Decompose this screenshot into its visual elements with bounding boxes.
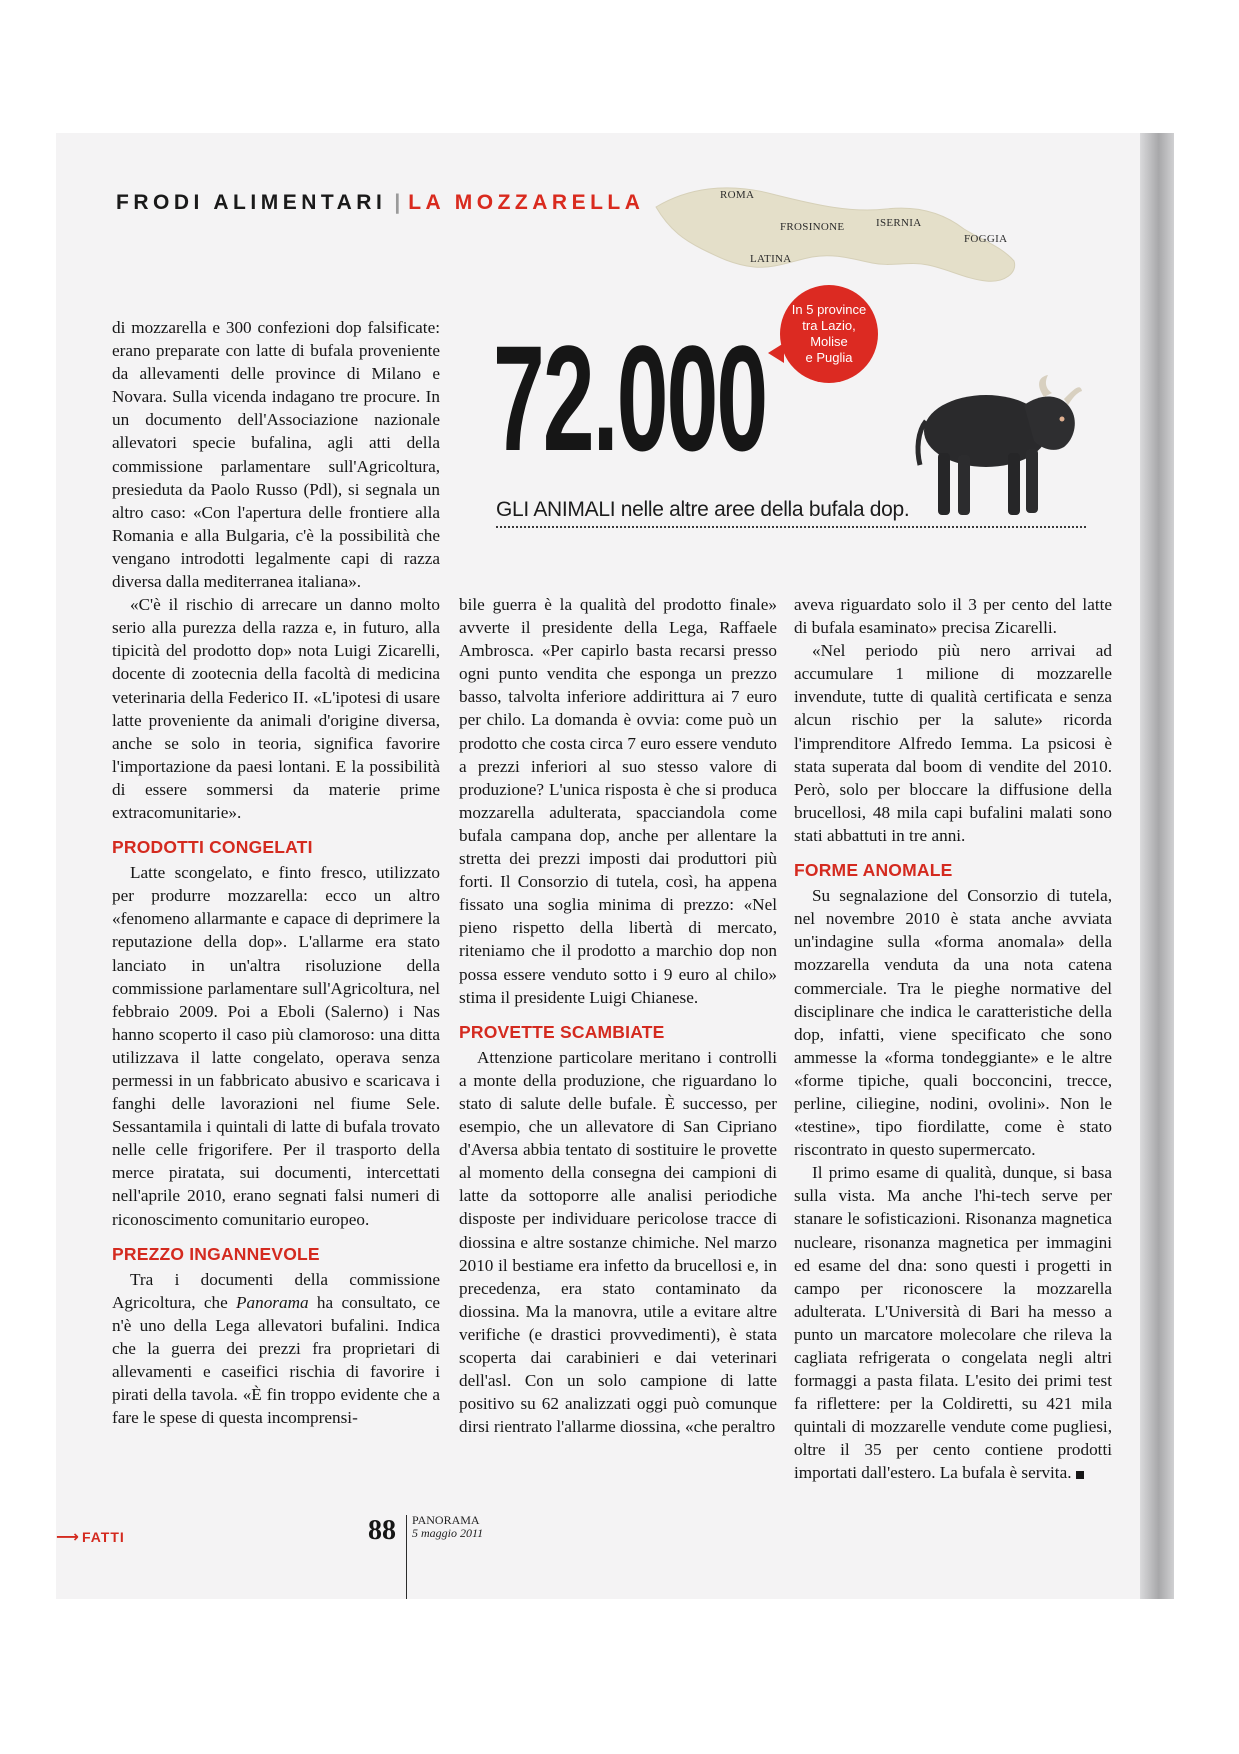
text-run: ha consultato, ce n'è uno della Lega allevatori bufalini. Indica che la guerra dei prezzi fra proprietari di allevamenti e caseifici rischia di favorire i pirati della tavola. «È fin troppo evidente che a fare le spese di questa incomprensi-	[112, 1292, 440, 1428]
subheading-provette-scambiate: PROVETTE SCAMBIATE	[459, 1021, 665, 1042]
section-label: FRODI ALIMENTARI	[116, 191, 387, 214]
issue-date: 5 maggio 2011	[412, 1526, 484, 1540]
end-mark-icon	[1076, 1471, 1084, 1479]
provinces-badge	[780, 285, 878, 383]
column-2	[459, 593, 777, 1438]
city-roma: ROMA	[720, 189, 755, 201]
magazine-name: Panorama	[236, 1292, 309, 1312]
paragraph	[112, 1268, 440, 1430]
subheading-prezzo-ingannevole: PREZZO INGANNEVOLE	[112, 1243, 320, 1264]
arrow-right-icon: ⟶	[56, 1529, 80, 1546]
footer-section-label: FATTI	[81, 1529, 125, 1545]
magazine-page	[56, 133, 1174, 1599]
paragraph: Latte scongelato, e finto fresco, utilizzato per produrre mozzarella: ecco un altro «fenomeno allarmante e capace di deprimere la reputazione della dop». L'allarme era stato lanciato in un'altra risoluzione della commissione parlamentare sull'Agricoltura, nel febbraio 2009. Poi a Eboli (Salerno) i Nas hanno scoperto il caso più clamoroso: una ditta utilizzava il latte congelato, operava senza permessi in un fabbricato abusivo e scaricava i fanghi delle lavorazioni nel fiume Sele. Sessantamila i quintali di latte di bufala trovato nelle celle frigorifere. Per il trasporto della merce piratata, sui documenti, intercettati nell'aprile 2010, erano segnati falsi numeri di riconoscimento comunitario europeo.	[112, 863, 440, 1229]
footer-section	[56, 1527, 125, 1547]
badge-line: tra Lazio,	[802, 318, 856, 333]
text-run: Il primo esame di qualità, dunque, si basa sulla vista. Ma anche l'hi-tech serve per stanare le sofisticazioni. Risonanza magnetica nucleare, risonanza magnetica per immagini ed esame del dna: sono questi i progetti in campo per riconoscere la mozzarella adulterata. L'Università di Bari ha messo a punto un marcatore molecolare che rileva la cagliata refrigerata o congelata negli altri formaggi a pasta filata. L'esito dei primi test fa riflettere: per la Coldiretti, su 421 mila quintali di mozzarelle vendute come pugliesi, oltre il 35 per cento contiene prodotti importati dall'estero. La bufala è servita.	[794, 1163, 1112, 1483]
section-header	[116, 191, 644, 215]
big-number: 72.000	[493, 314, 767, 482]
dotted-rule	[496, 526, 1086, 528]
binding-gutter	[1140, 133, 1174, 1599]
topic-label: LA MOZZARELLA	[408, 191, 645, 214]
badge-line: In 5 province	[791, 302, 867, 317]
text-run: Tra i documenti della commissione Agricoltura, che	[112, 1269, 440, 1312]
page-number: 88	[368, 1515, 396, 1546]
figure-caption: GLI ANIMALI nelle altre aree della bufala dop.	[496, 498, 910, 521]
header-separator: |	[394, 191, 401, 214]
city-frosinone: FROSINONE	[780, 221, 845, 233]
subheading-prodotti-congelati: PRODOTTI CONGELATI	[112, 837, 313, 858]
column-3	[794, 593, 1112, 1485]
paragraph: bile guerra è la qualità del prodotto finale» avverte il presidente della Lega, Raffaele Ambrosca. «Per capirlo basta recarsi presso ogni punto vendita che esponga un prezzo basso, talvolta inferiore addirittura ai 7 euro per chilo. La domanda è ovvia: come può un prodotto che costa circa 7 euro essere venduto a prezzi inferiori al suo stesso valore di produzione? L'unica risposta è che si produca mozzarella adulterata, spacciandola come bufala campana dop, anche per allentare la stretta dei prezzi imposti dai produttori più forti. Il Consorzio di tutela, così, ha appena fissato una soglia minima di prezzo: «Nel pieno rispetto della libertà di mercato, riteniamo che il prodotto a marchio dop non possa essere venduto sotto i 9 euro al chilo» stima il presidente Luigi Chianese.	[459, 595, 777, 1007]
badge-line: Molise	[810, 334, 848, 349]
badge-line: e Puglia	[805, 350, 853, 365]
paragraph: di mozzarella e 300 confezioni dop falsificate: erano preparate con latte di bufala proveniente da allevamenti delle province di Milano e Novara. Sulla vicenda indagano tre procure. In un documento dell'Associazione nazionale allevatori specie bufalina, agli atti della commissione parlamentare sull'Agricoltura, presieduta da Paolo Russo (Pdl), si segnala un altro caso: «Con l'apertura delle frontiere alla Romania e alla Bulgaria, c'è la possibilità che vengano introdotti legalmente capi di razza diversa dalla mediterranea italiana».	[112, 318, 440, 592]
subheading-forme-anomale: FORME ANOMALE	[794, 860, 953, 881]
column-1	[112, 316, 440, 1429]
city-isernia: ISERNIA	[876, 217, 922, 229]
paragraph: Su segnalazione del Consorzio di tutela, nel novembre 2010 è stata anche avviata un'indagine sulla «forma anomala» della mozzarella venduta da una nota catena commerciale. Tra le pieghe normative del disciplinare che indica le caratteristiche della dop, infatti, viene specificato che sono ammesse la «forma tondeggiante» e le altre «forme tipiche, quali bocconcini, trecce, perline, ciliegine, nodini, ovolini». Non le «testine», tipo fiordilatte, come è stato riscontrato in questo supermercato.	[794, 886, 1112, 1160]
city-foggia: FOGGIA	[964, 233, 1008, 245]
magazine-title: PANORAMA	[412, 1513, 480, 1527]
footer-masthead	[412, 1514, 483, 1540]
footer-divider	[406, 1515, 407, 1599]
paragraph	[794, 1161, 1112, 1484]
paragraph: «C'è il rischio di arrecare un danno molto serio alla purezza della razza e, in futuro, alla tipicità del prodotto dop» nota Luigi Zicarelli, docente di zootecnia della facoltà di medicina veterinaria della Federico II. «L'ipotesi di usare latte proveniente da animali d'origine diversa, anche se solo in teoria, significa favorire l'importazione da paesi lontani. E la possibilità di essere sommersi da materie prime extracomunitarie».	[112, 595, 440, 822]
city-latina: LATINA	[750, 253, 792, 265]
paragraph: Attenzione particolare meritano i controlli a monte della produzione, che riguardano lo stato di salute delle bufale. È successo, per esempio, che un allevatore di San Cipriano d'Aversa abbia tentato di sostituire le provette al momento della consegna dei campioni di latte da sottoporre alle analisi periodiche disposte per individuare pericolose tracce di diossina e altre sostanze chimiche. Nel marzo 2010 il bestiame era infetto da brucellosi e, in precedenza, era stato contaminato da diossina. Ma la manovra, utile a evitare altre verifiche (e drastici provvedimenti), è stata scoperta dai carabinieri e dai veterinari dell'asl. Con un solo campione di latte positivo su 62 analizzati oggi può comunque dirsi rientrato l'allarme diossina, «che peraltro	[459, 1047, 777, 1437]
paragraph: «Nel periodo più nero arrivai ad accumulare 1 milione di mozzarelle invendute, tutte di qualità certificata e senza alcun rischio per la salute» ricorda l'imprenditore Alfredo Iemma. La psicosi è stata superata dal boom di vendite del 2010. Però, solo per bloccare la diffusione della brucellosi, 48 mila capi bufalini malati sono stati abbattuti in tre anni.	[794, 641, 1112, 845]
paragraph: aveva riguardato solo il 3 per cento del latte di bufala esaminato» precisa Zicarelli.	[794, 595, 1112, 638]
buffalo-illustration	[904, 361, 1084, 526]
